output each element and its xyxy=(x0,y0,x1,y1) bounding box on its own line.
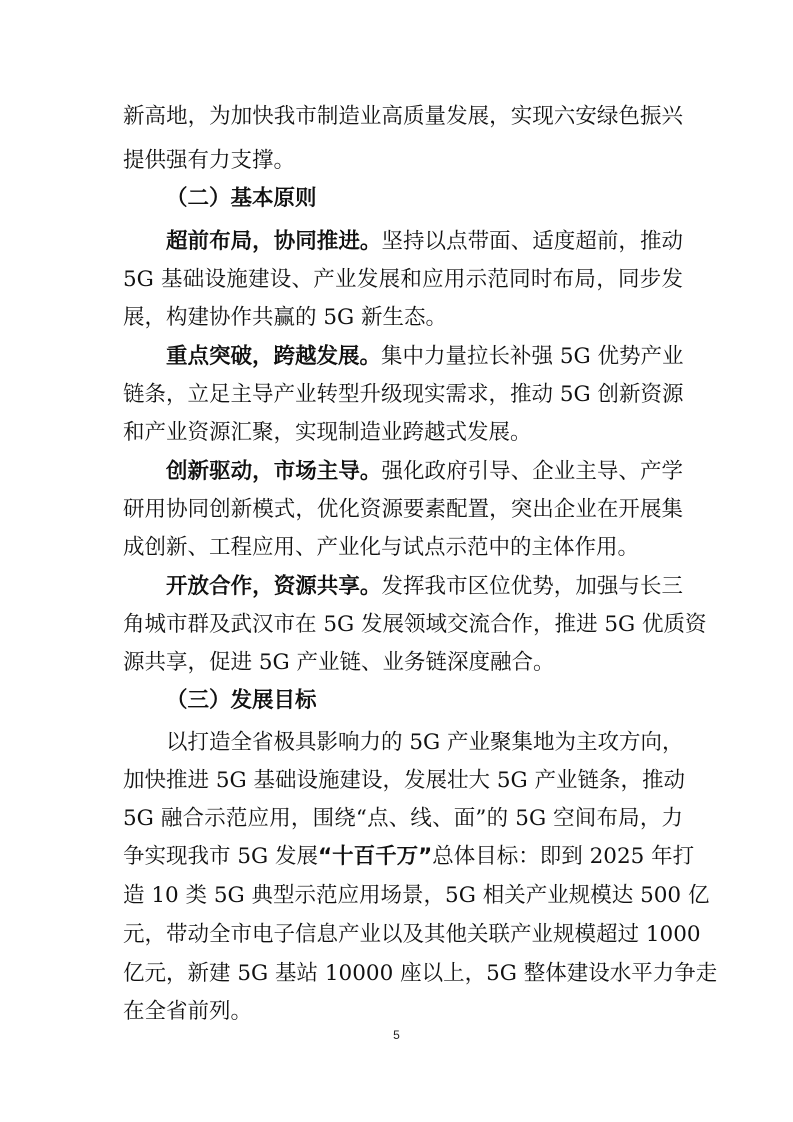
paragraph-line xyxy=(123,840,695,874)
page-number: 5 xyxy=(393,1028,400,1042)
paragraph-text: 总体目标：即到 2025 年打 xyxy=(432,844,695,869)
section-heading: （二）基本原则 xyxy=(166,186,317,211)
paragraph-line: 以打造全省极具影响力的 5G 产业聚集地为主攻方向， xyxy=(166,730,684,755)
paragraph-text: 集中力量拉长补强 5G 优势产业 xyxy=(381,344,684,369)
paragraph-line: 源共享，促进 5G 产业链、业务链深度融合。 xyxy=(123,650,555,675)
paragraph-lead: 开放合作，资源共享。 xyxy=(166,574,382,599)
paragraph-text: 坚持以点带面、适度超前，推动 xyxy=(381,229,683,254)
paragraph-line: 链条，立足主导产业转型升级现实需求，推动 5G 创新资源 xyxy=(123,382,684,407)
paragraph-line xyxy=(166,570,683,604)
paragraph-line: 5G 基础设施建设、产业发展和应用示范同时布局，同步发 xyxy=(123,267,683,292)
paragraph-text: 强化政府引导、企业主导、产学 xyxy=(381,459,683,484)
paragraph-text: 发挥我市区位优势，加强与长三 xyxy=(381,574,683,599)
paragraph-line: 5G 融合示范应用，围绕“点、线、面”的 5G 空间布局，力 xyxy=(123,806,683,831)
section-heading: （三）发展目标 xyxy=(166,688,317,713)
paragraph-line: 加快推进 5G 基础设施建设，发展壮大 5G 产业链条，推动 xyxy=(123,768,686,793)
paragraph-line: 新高地，为加快我市制造业高质量发展，实现六安绿色振兴 xyxy=(123,104,683,129)
paragraph-lead: 创新驱动，市场主导。 xyxy=(166,459,382,484)
paragraph-line: 和产业资源汇聚，实现制造业跨越式发展。 xyxy=(123,420,532,445)
paragraph-line: 研用协同创新模式，优化资源要素配置，突出企业在开展集 xyxy=(123,497,683,522)
paragraph-text: 争实现我市 5G 发展 xyxy=(123,844,319,869)
paragraph-line: 在全省前列。 xyxy=(123,999,253,1024)
paragraph-line xyxy=(166,455,683,489)
paragraph-lead: 超前布局，协同推进。 xyxy=(166,229,382,254)
paragraph-line: 亿元，新建 5G 基站 10000 座以上，5G 整体建设水平力争走 xyxy=(123,961,718,986)
paragraph-line: 角城市群及武汉市在 5G 发展领域交流合作，推进 5G 优质资 xyxy=(123,612,707,637)
paragraph-line xyxy=(166,340,683,374)
emphasis-text: “十百千万” xyxy=(318,844,433,869)
paragraph-line: 提供强有力支撑。 xyxy=(123,148,296,173)
paragraph-line: 造 10 类 5G 典型示范应用场景，5G 相关产业规模达 500 亿 xyxy=(123,883,710,908)
paragraph-lead: 重点突破，跨越发展。 xyxy=(166,344,382,369)
paragraph-line: 成创新、工程应用、产业化与试点示范中的主体作用。 xyxy=(123,535,640,560)
paragraph-line: 元，带动全市电子信息产业以及其他关联产业规模超过 1000 xyxy=(123,922,701,947)
paragraph-line xyxy=(166,225,683,259)
paragraph-line: 展，构建协作共赢的 5G 新生态。 xyxy=(123,305,448,330)
